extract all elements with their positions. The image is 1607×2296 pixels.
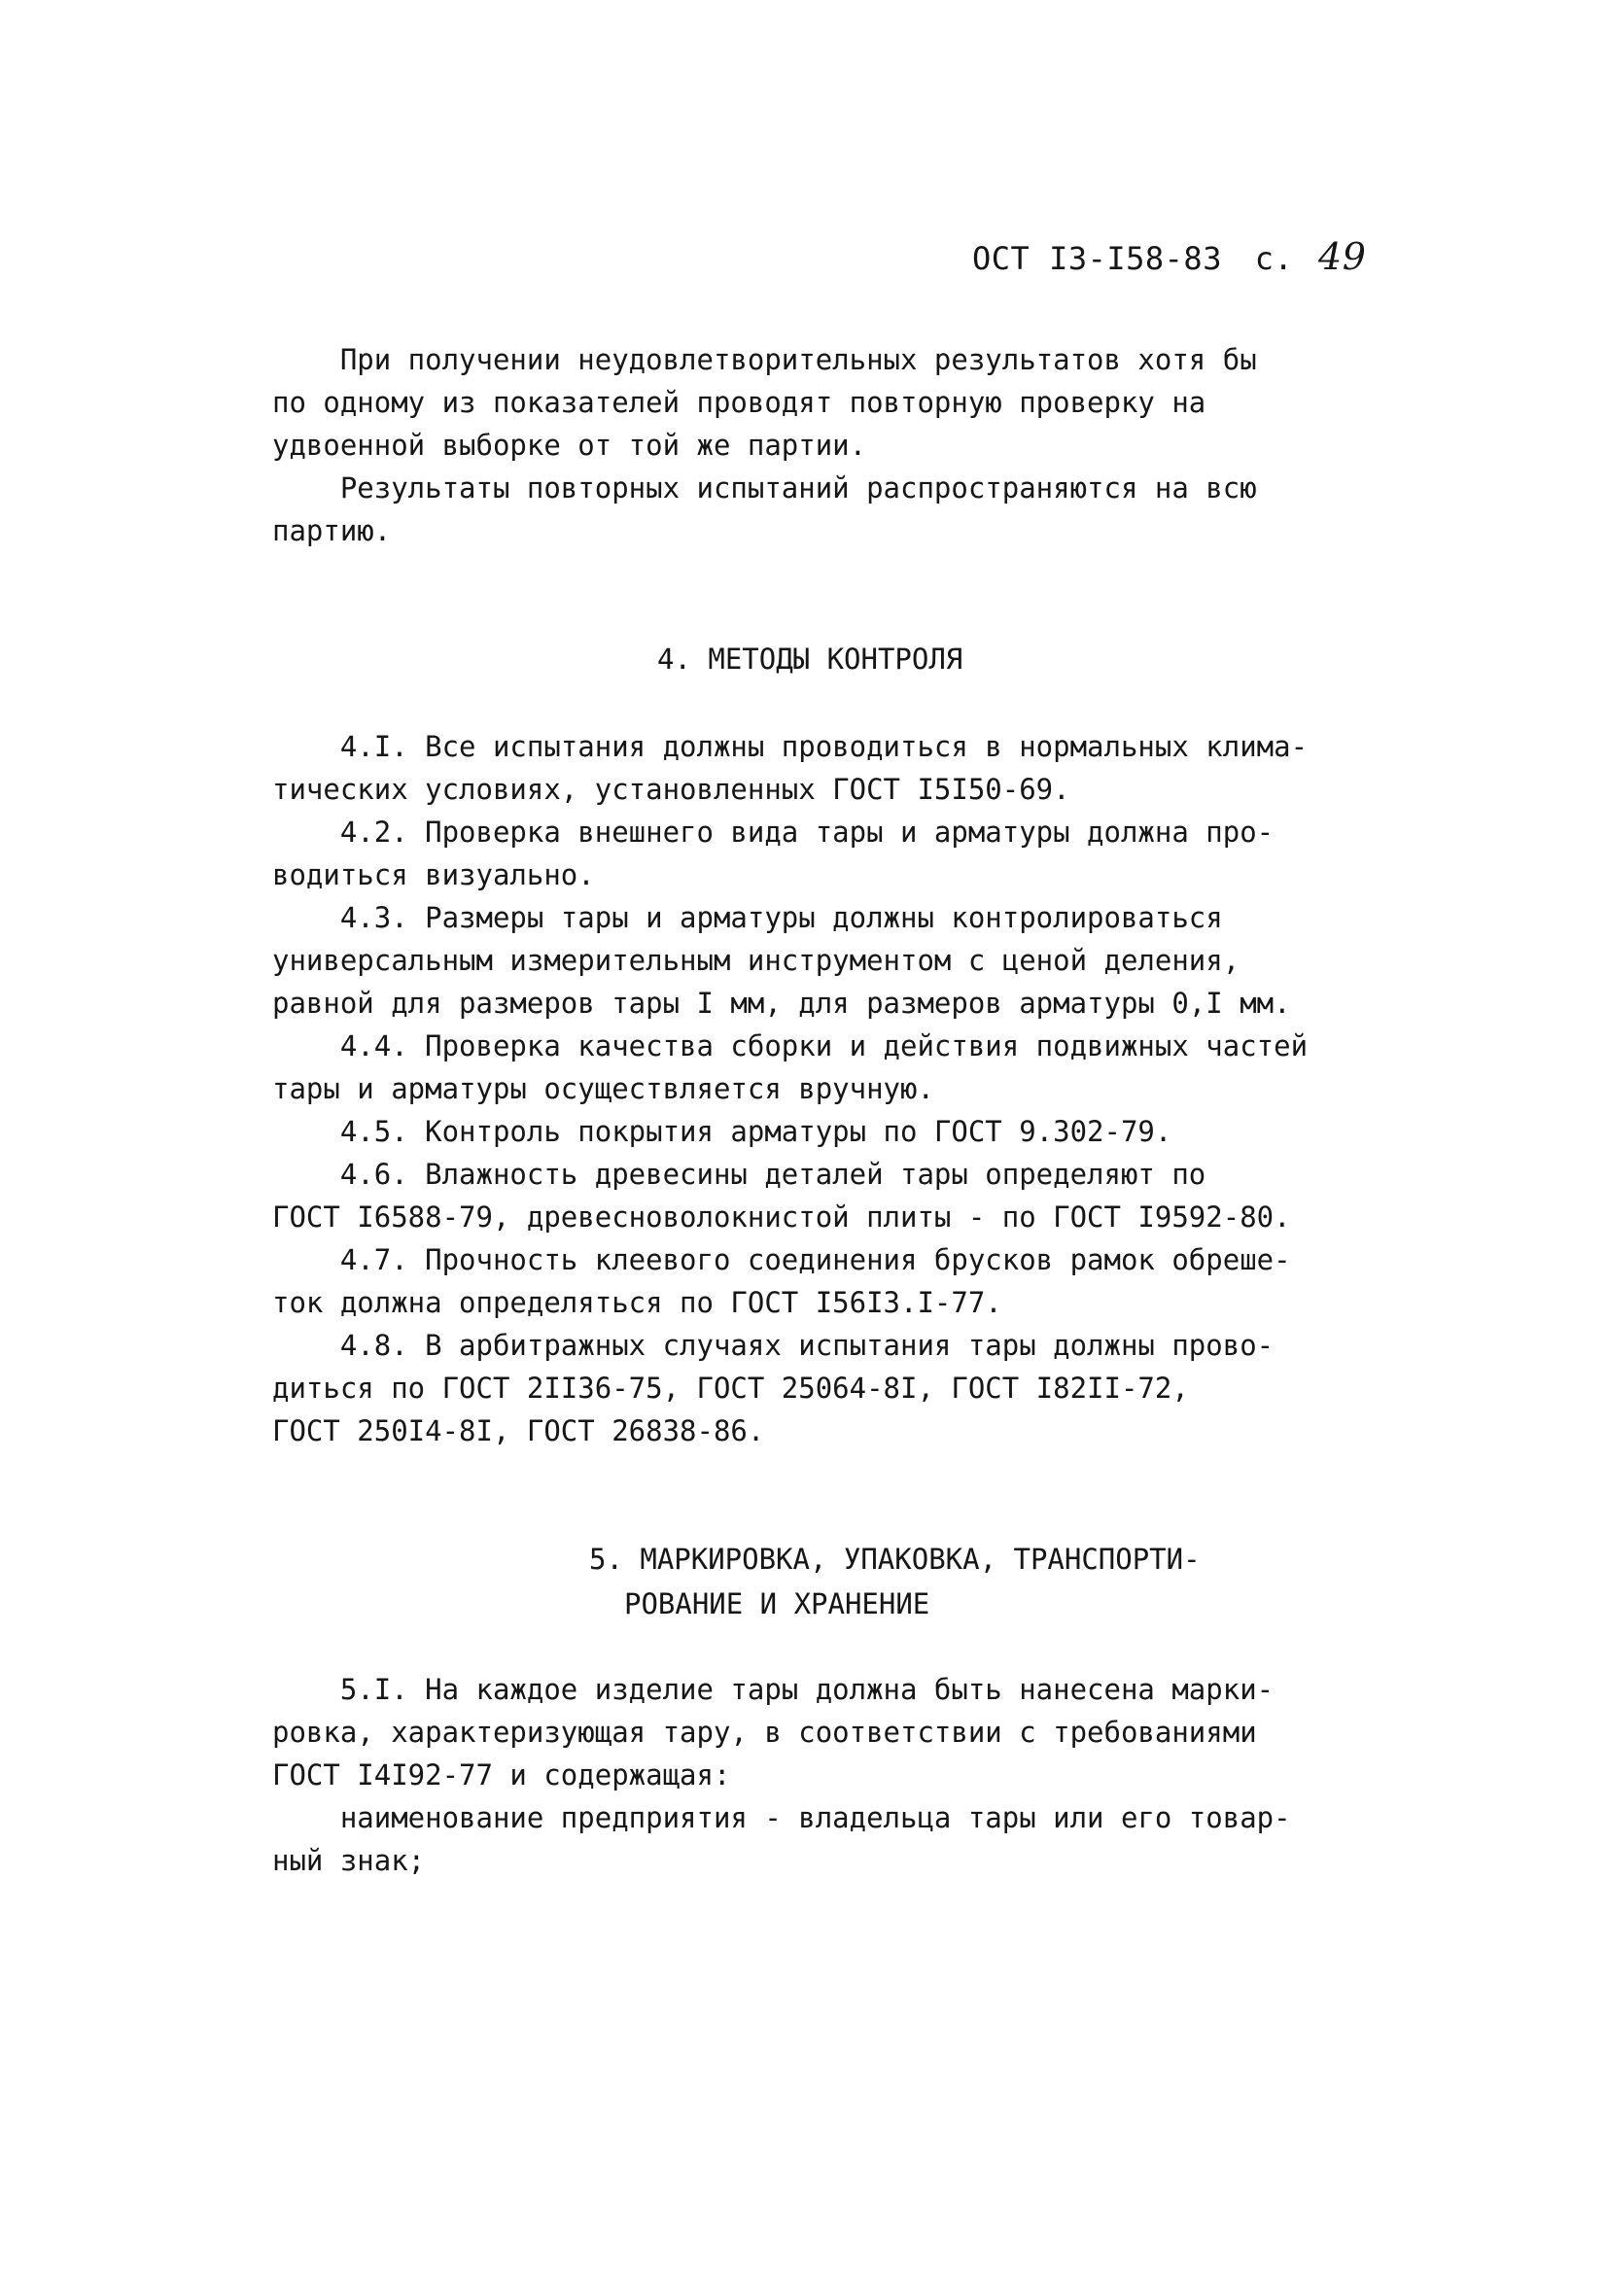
clause-4-8: 4.8. В арбитражных случаях испытания тары должны прово- диться по ГОСТ 2II36-75, ГОСТ 25064-8I, ГОСТ I82II-72, ГОСТ 250I4-8I, ГОСТ 26838-86. <box>272 1329 1275 1447</box>
page-number: 49 <box>1318 235 1367 278</box>
clause-5-1: 5.I. На каждое изделие тары должна быть нанесена марки- ровка, характеризующая тару, в соответствии с требованиями ГОСТ I4I92-77 и содержащая: <box>272 1673 1275 1792</box>
section-5-title-line-1: 5. МАРКИРОВКА, УПАКОВКА, ТРАНСПОРТИ- <box>589 1543 1201 1576</box>
intro-paragraph-retest: При получении неудовлетворительных результатов хотя бы по одному из показателей проводят повторную проверку на удвоенной выборке от той же партии. <box>272 343 1257 462</box>
page-header <box>972 235 1366 278</box>
document-code: ОСТ I3-I58-83 <box>972 240 1222 277</box>
clause-4-1: 4.I. Все испытания должны проводиться в нормальных клима- тических условиях, установленных ГОСТ I5I50-69. <box>272 730 1309 806</box>
clause-4-3: 4.3. Размеры тары и арматуры должны контролироваться универсальным измерительным инструментом с ценой деления, равной для размеров тары I мм, для размеров арматуры 0,I мм. <box>272 901 1291 1020</box>
clause-4-7: 4.7. Прочность клеевого соединения брусков рамок обреше- ток должна определяться по ГОСТ I56I3.I-77. <box>272 1243 1291 1319</box>
clause-5-1-item-1: наименование предприятия - владельца тары или его товар- ный знак; <box>272 1801 1291 1877</box>
section-5-title-line-2: РОВАНИЕ И ХРАНЕНИЕ <box>624 1587 930 1620</box>
clause-4-4: 4.4. Проверка качества сборки и действия подвижных частей тары и арматуры осуществляется вручную. <box>272 1029 1309 1105</box>
intro-paragraph-results: Результаты повторных испытаний распространяются на всю партию. <box>272 471 1257 547</box>
section-4-title: 4. МЕТОДЫ КОНТРОЛЯ <box>657 643 963 676</box>
clause-4-5: 4.5. Контроль покрытия арматуры по ГОСТ 9.302-79. <box>272 1115 1172 1148</box>
page-prefix: с. <box>1254 240 1294 277</box>
clause-4-6: 4.6. Влажность древесины деталей тары определяют по ГОСТ I6588-79, древесноволокнистой плиты - по ГОСТ I9592-80. <box>272 1158 1291 1234</box>
clause-4-2: 4.2. Проверка внешнего вида тары и арматуры должна про- водиться визуально. <box>272 816 1275 891</box>
